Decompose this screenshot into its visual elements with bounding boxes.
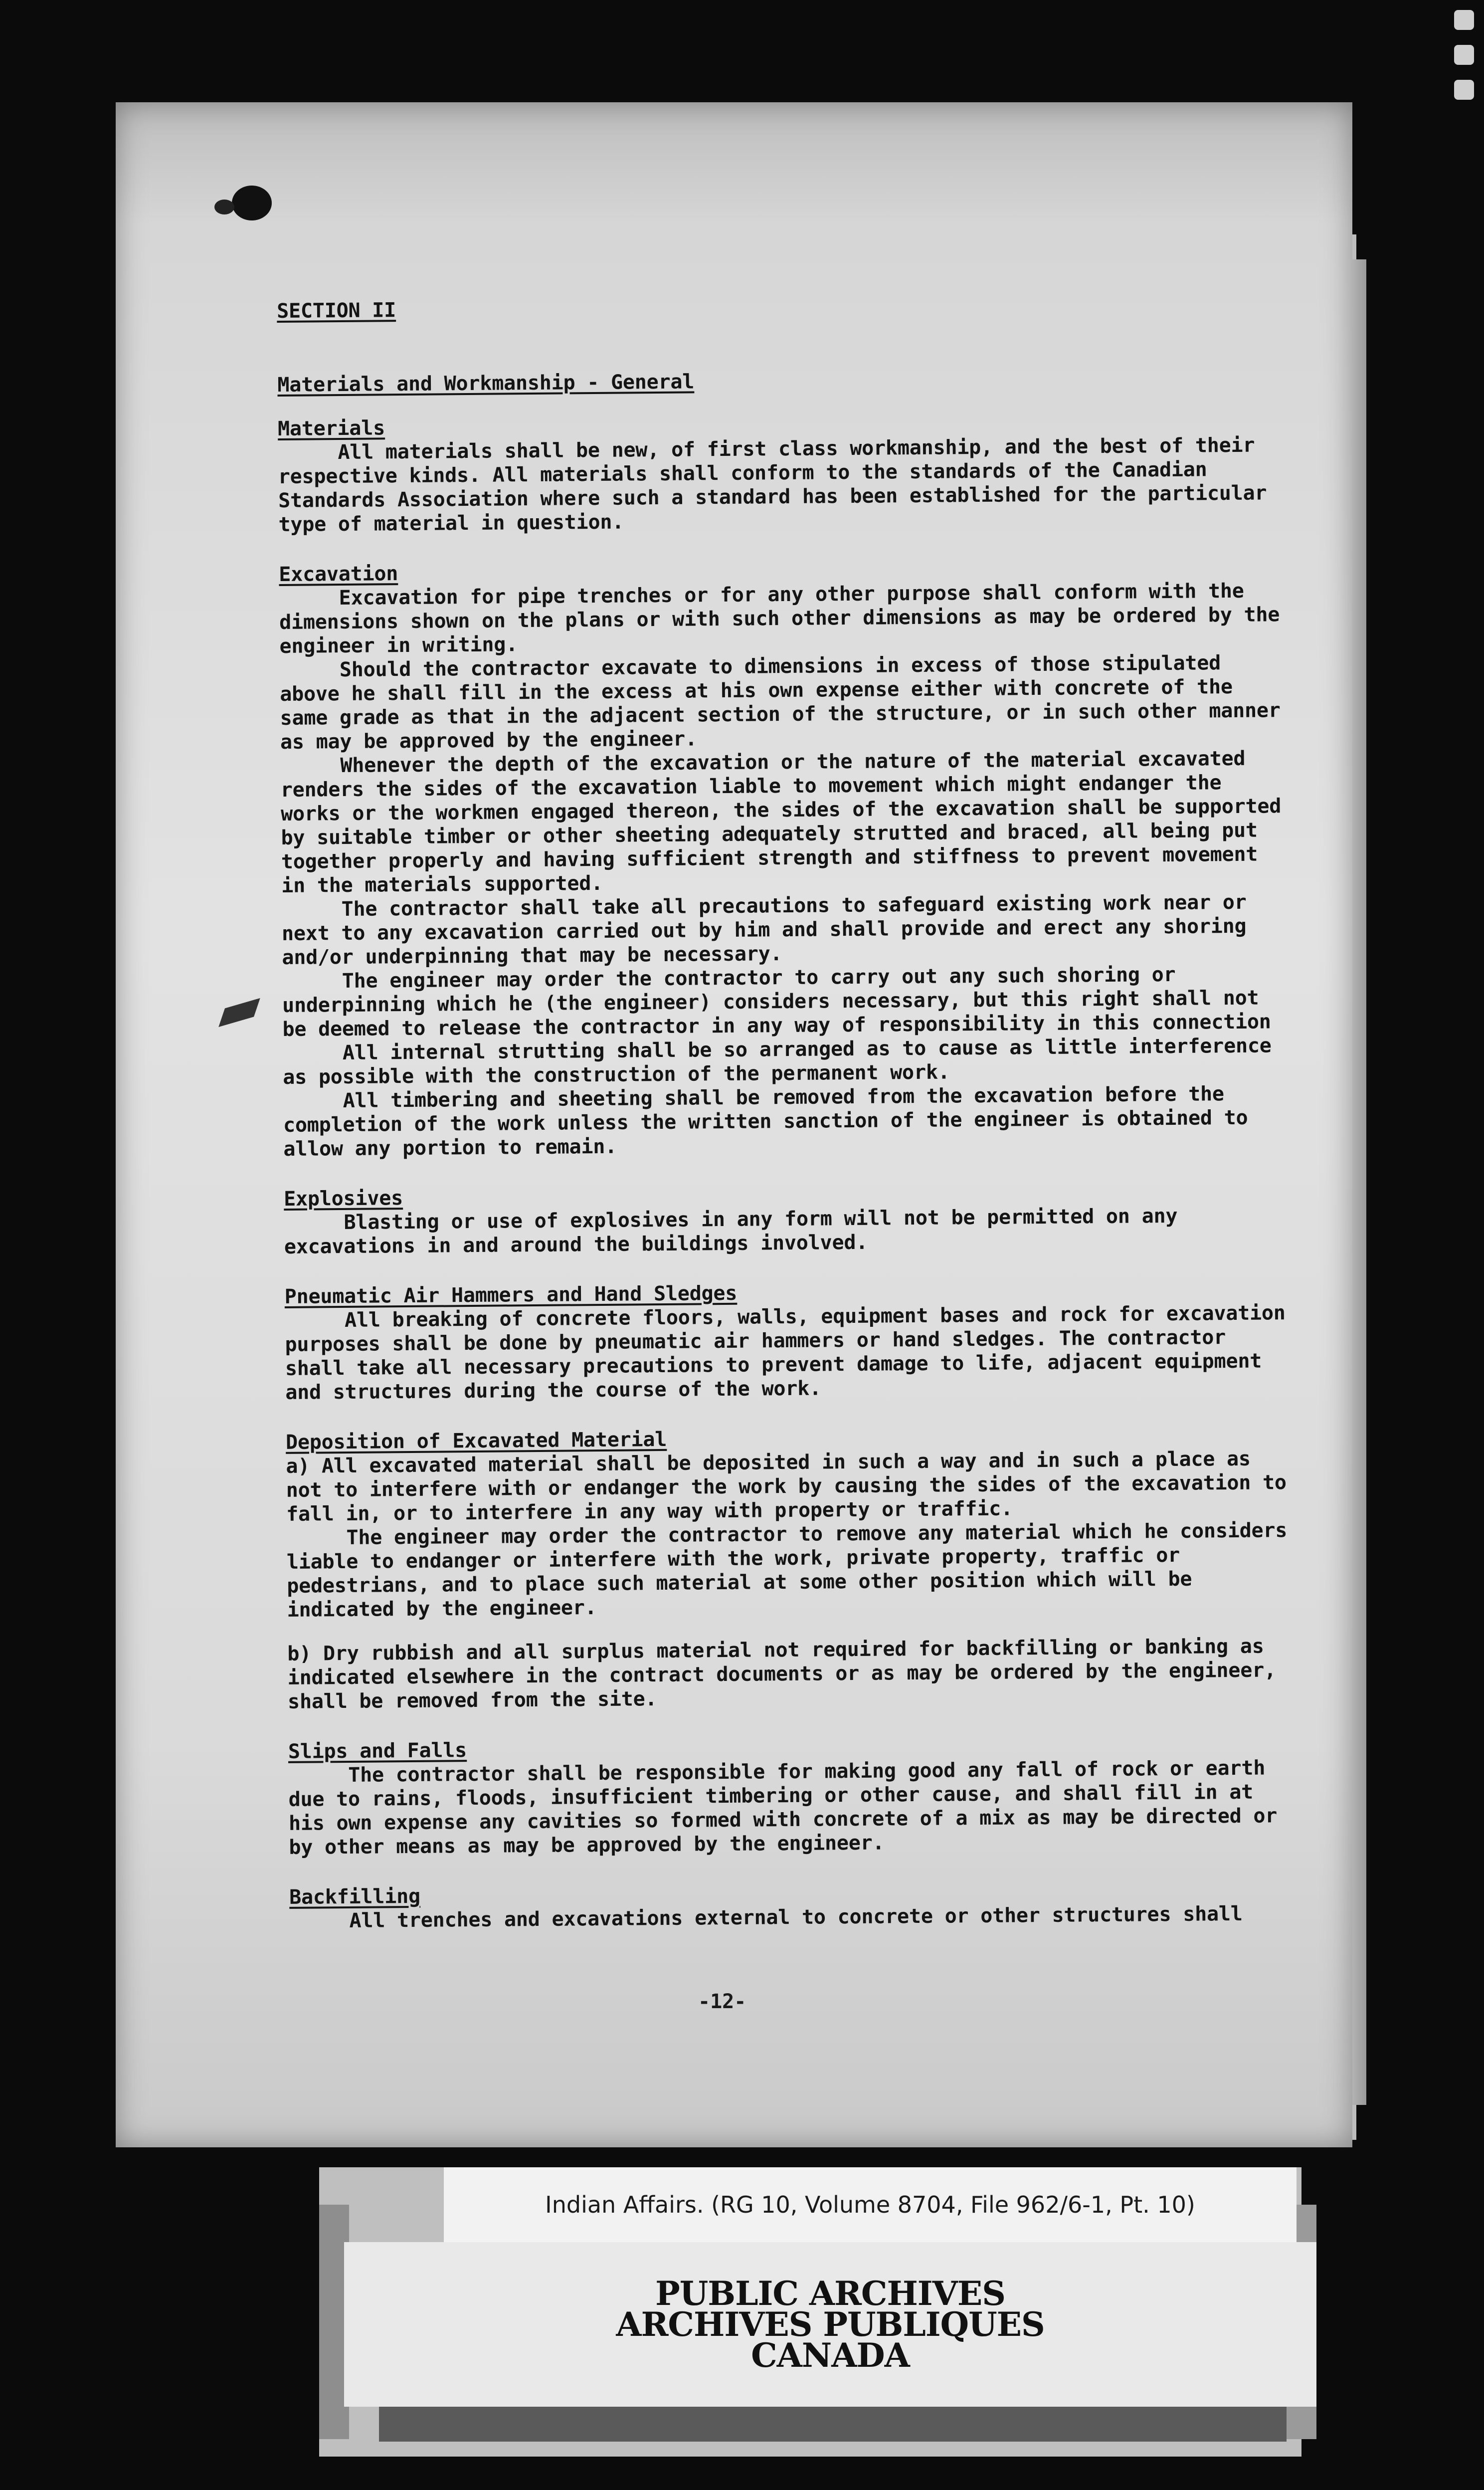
paragraph: Blasting or use of explosives in any form will not be permitted on any excavations in and around the buildings involved. [284, 1204, 1178, 1258]
general-heading: Materials and Workmanship - General [277, 370, 695, 397]
ink-blot-mark [232, 186, 272, 220]
section-heading: Pneumatic Air Hammers and Hand Sledges [284, 1281, 738, 1308]
paragraph: All trenches and excavations external to concrete or other structures shall [349, 1902, 1243, 1932]
section-heading: Explosives [283, 1187, 403, 1211]
paragraph: The contractor shall be responsible for making good any fall of rock or earth due to rains, floods, insufficient timbering or other cause, and shall fill in at his own expense any cavities so formed with concrete of a mix as may be directed or by other means as may be approved by the engineer. [288, 1756, 1278, 1859]
section-explosives [284, 1179, 1292, 1259]
paragraph: b) Dry rubbish and all surplus material not required for backfilling or banking as indicated elsewhere in the contract documents or as may be ordered by the engineer, shall be removed from the site. [287, 1635, 1277, 1713]
paragraph: All materials shall be new, of first class workmanship, and the best of their respective kinds. All materials shall conform to the standards of the Canadian Standards Association where such a standard has been established for the particular type of material in question. [278, 433, 1267, 536]
section-heading: Slips and Falls [288, 1739, 467, 1763]
archive-stamp [344, 2242, 1316, 2407]
archive-country: CANADA [751, 2336, 910, 2375]
archive-source-label [444, 2167, 1297, 2242]
sprocket-hole [1454, 10, 1474, 30]
section-title: SECTION II [277, 299, 396, 323]
archive-name-fr: ARCHIVES PUBLIQUES [616, 2305, 1045, 2344]
paragraph: All internal strutting shall be so arranged as to cause as little interference as possible with the construction of the permanent work. [283, 1034, 1272, 1089]
section-excavation [279, 555, 1291, 1161]
section-heading: Deposition of Excavated Material [285, 1428, 667, 1454]
document-text [277, 291, 1297, 1959]
paragraph: The contractor shall take all precautions to safeguard existing work near or next to any excavation carried out by him and shall provide and erect any shoring and/or underpinning that may be necessary. [281, 890, 1247, 969]
paragraph: Should the contractor excavate to dimensions in excess of those stipulated above he shall fill in the excess at his own expense either with concrete of the same grade as that in the adjacent section of the structure, or in such other manner as may be approved by the engineer. [280, 651, 1281, 754]
microfilm-edge [1424, 0, 1484, 2490]
paragraph: Whenever the depth of the excavation or the nature of the material excavated renders the sides of the excavation liable to movement which might endanger the works or the workmen engaged thereon, the sides of the excavation shall be supported by suitable timber or other sheeting adequately strutted and braced, all being put together properly and having sufficient strength and stiffness to prevent movement in the materials supported. [280, 747, 1282, 897]
sprocket-hole [1454, 45, 1474, 65]
label-shadow-bottom [379, 2407, 1287, 2442]
paragraph: The engineer may order the contractor to carry out any such shoring or underpinning which he (the engineer) considers necessary, but this right shall not be deemed to release the contractor in any way of responsibility in this connection [282, 963, 1271, 1041]
page-number: -12- [698, 1990, 746, 2013]
section-heading: Backfilling [289, 1884, 421, 1909]
archive-name-en: PUBLIC ARCHIVES [655, 2274, 1005, 2313]
section-deposition [286, 1423, 1295, 1714]
paragraph: All timbering and sheeting shall be removed from the excavation before the completion of the work unless the written sanction of the engineer is obtained to allow any portion to remain. [283, 1082, 1248, 1161]
paragraph: Excavation for pipe trenches or for any other purpose shall conform with the dimensions shown on the plans or with such other dimensions as may be ordered by the engineer in writing. [279, 579, 1280, 658]
paragraph: The engineer may order the contractor to remove any material which he considers liable to endanger or interfere with the work, private property, traffic or pedestrians, and to place such material at some other position which will be indicated by the engineer. [286, 1519, 1288, 1622]
section-materials [278, 409, 1286, 537]
section-pneumatic-hammers [285, 1277, 1293, 1405]
section-backfilling [289, 1877, 1297, 1933]
sprocket-hole [1454, 80, 1474, 100]
archive-source-text: Indian Affairs. (RG 10, Volume 8704, File 962/6-1, Pt. 10) [545, 2191, 1195, 2218]
paragraph: a) All excavated material shall be deposited in such a way and in such a place as not to interfere with or endanger the work by causing the sides of the excavation to fall in, or to interfere in any way with property or traffic. [286, 1447, 1287, 1526]
ink-blot-mark [214, 200, 234, 214]
section-heading: Excavation [279, 562, 398, 586]
section-slips-falls [288, 1732, 1297, 1860]
section-heading: Materials [277, 416, 385, 440]
paragraph: All breaking of concrete floors, walls, equipment bases and rock for excavation purposes shall be done by pneumatic air hammers or hand sledges. The contractor shall take all necessary precautions to prevent damage to life, adjacent equipment and structures during the course of the work. [285, 1301, 1286, 1404]
